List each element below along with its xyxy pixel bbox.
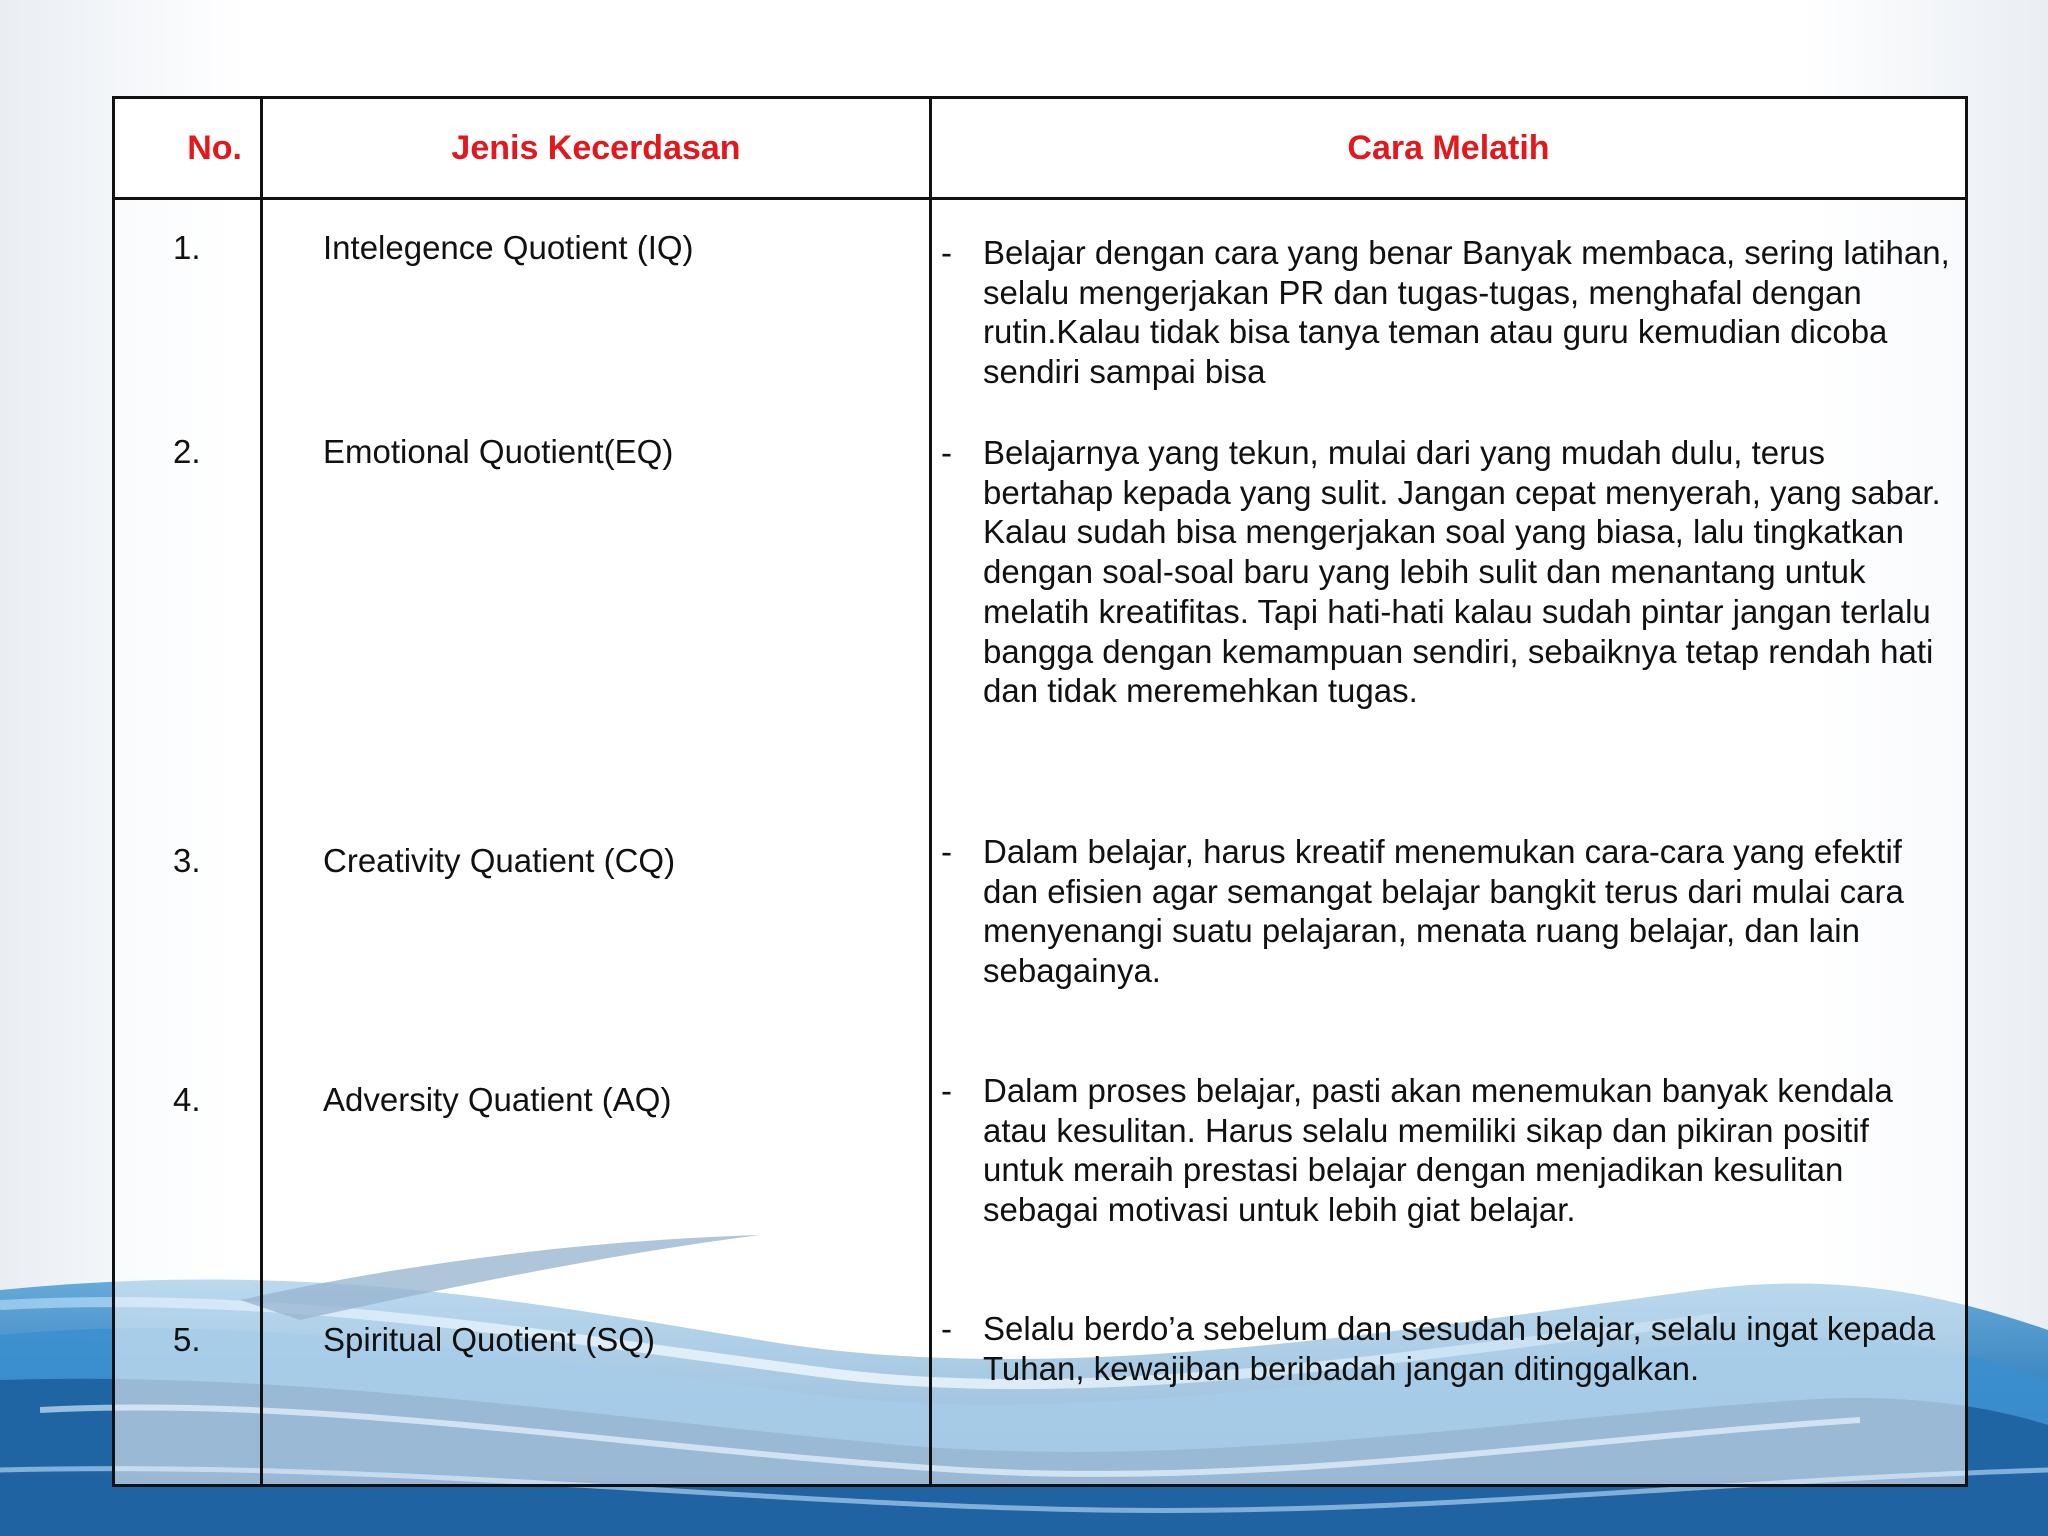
training-method bbox=[941, 1071, 1951, 1230]
intelligence-type: Emotional Quotient(EQ) bbox=[323, 433, 674, 470]
intelligence-table bbox=[112, 96, 1968, 1487]
header-cara-melatih: Cara Melatih bbox=[1347, 128, 1550, 167]
column-divider bbox=[260, 99, 263, 1484]
header-no: No. bbox=[187, 128, 242, 167]
column-divider bbox=[929, 99, 932, 1484]
training-method bbox=[941, 233, 1951, 392]
training-method bbox=[941, 832, 1951, 991]
row-number: 1. bbox=[173, 229, 201, 266]
training-method-text: Selalu berdo’a sebelum dan sesudah belajar, selalu ingat kepada Tuhan, kewajiban beribadah jangan ditinggalkan. bbox=[983, 1310, 1936, 1387]
training-method-text: Dalam proses belajar, pasti akan menemukan banyak kendala atau kesulitan. Harus selalu memiliki sikap dan pikiran positif untuk meraih prestasi belajar dengan menjadikan kesulitan sebagai motivasi untuk lebih giat belajar. bbox=[983, 1072, 1893, 1229]
row-number: 3. bbox=[173, 842, 201, 879]
bullet-dash: - bbox=[941, 1072, 952, 1109]
training-method bbox=[941, 1309, 1951, 1388]
bullet-dash: - bbox=[941, 434, 952, 471]
training-method-text: Belajar dengan cara yang benar Banyak membaca, sering latihan, selalu mengerjakan PR dan tugas-tugas, menghafal dengan rutin.Kalau tidak bisa tanya teman atau guru kemudian dicoba sendiri sampai bisa bbox=[983, 234, 1950, 391]
bullet-dash: - bbox=[941, 1310, 952, 1347]
row-number: 4. bbox=[173, 1081, 201, 1118]
intelligence-type: Intelegence Quotient (IQ) bbox=[323, 229, 694, 266]
row-number: 2. bbox=[173, 433, 201, 470]
intelligence-type: Spiritual Quotient (SQ) bbox=[323, 1321, 655, 1358]
bullet-dash: - bbox=[941, 234, 952, 271]
training-method-text: Dalam belajar, harus kreatif menemukan cara-cara yang efektif dan efisien agar semangat belajar bangkit terus dari mulai cara menyenangi suatu pelajaran, menata ruang belajar, dan lain sebagainya. bbox=[983, 833, 1904, 990]
training-method bbox=[941, 433, 1951, 711]
bullet-dash: - bbox=[941, 833, 952, 870]
intelligence-type: Creativity Quatient (CQ) bbox=[323, 842, 676, 879]
intelligence-type: Adversity Quatient (AQ) bbox=[323, 1081, 672, 1118]
table-header-row bbox=[115, 99, 1965, 200]
row-number: 5. bbox=[173, 1321, 201, 1358]
header-jenis-kecerdasan: Jenis Kecerdasan bbox=[451, 128, 741, 167]
training-method-text: Belajarnya yang tekun, mulai dari yang mudah dulu, terus bertahap kepada yang sulit. Jangan cepat menyerah, yang sabar. Kalau sudah bisa mengerjakan soal yang biasa, lalu tingkatkan dengan soal-soal baru yang lebih sulit dan menantang untuk melatih kreatifitas. Tapi hati-hati kalau sudah pintar jangan terlalu bangga dengan kemampuan sendiri, sebaiknya tetap rendah hati dan tidak meremehkan tugas. bbox=[983, 434, 1941, 710]
